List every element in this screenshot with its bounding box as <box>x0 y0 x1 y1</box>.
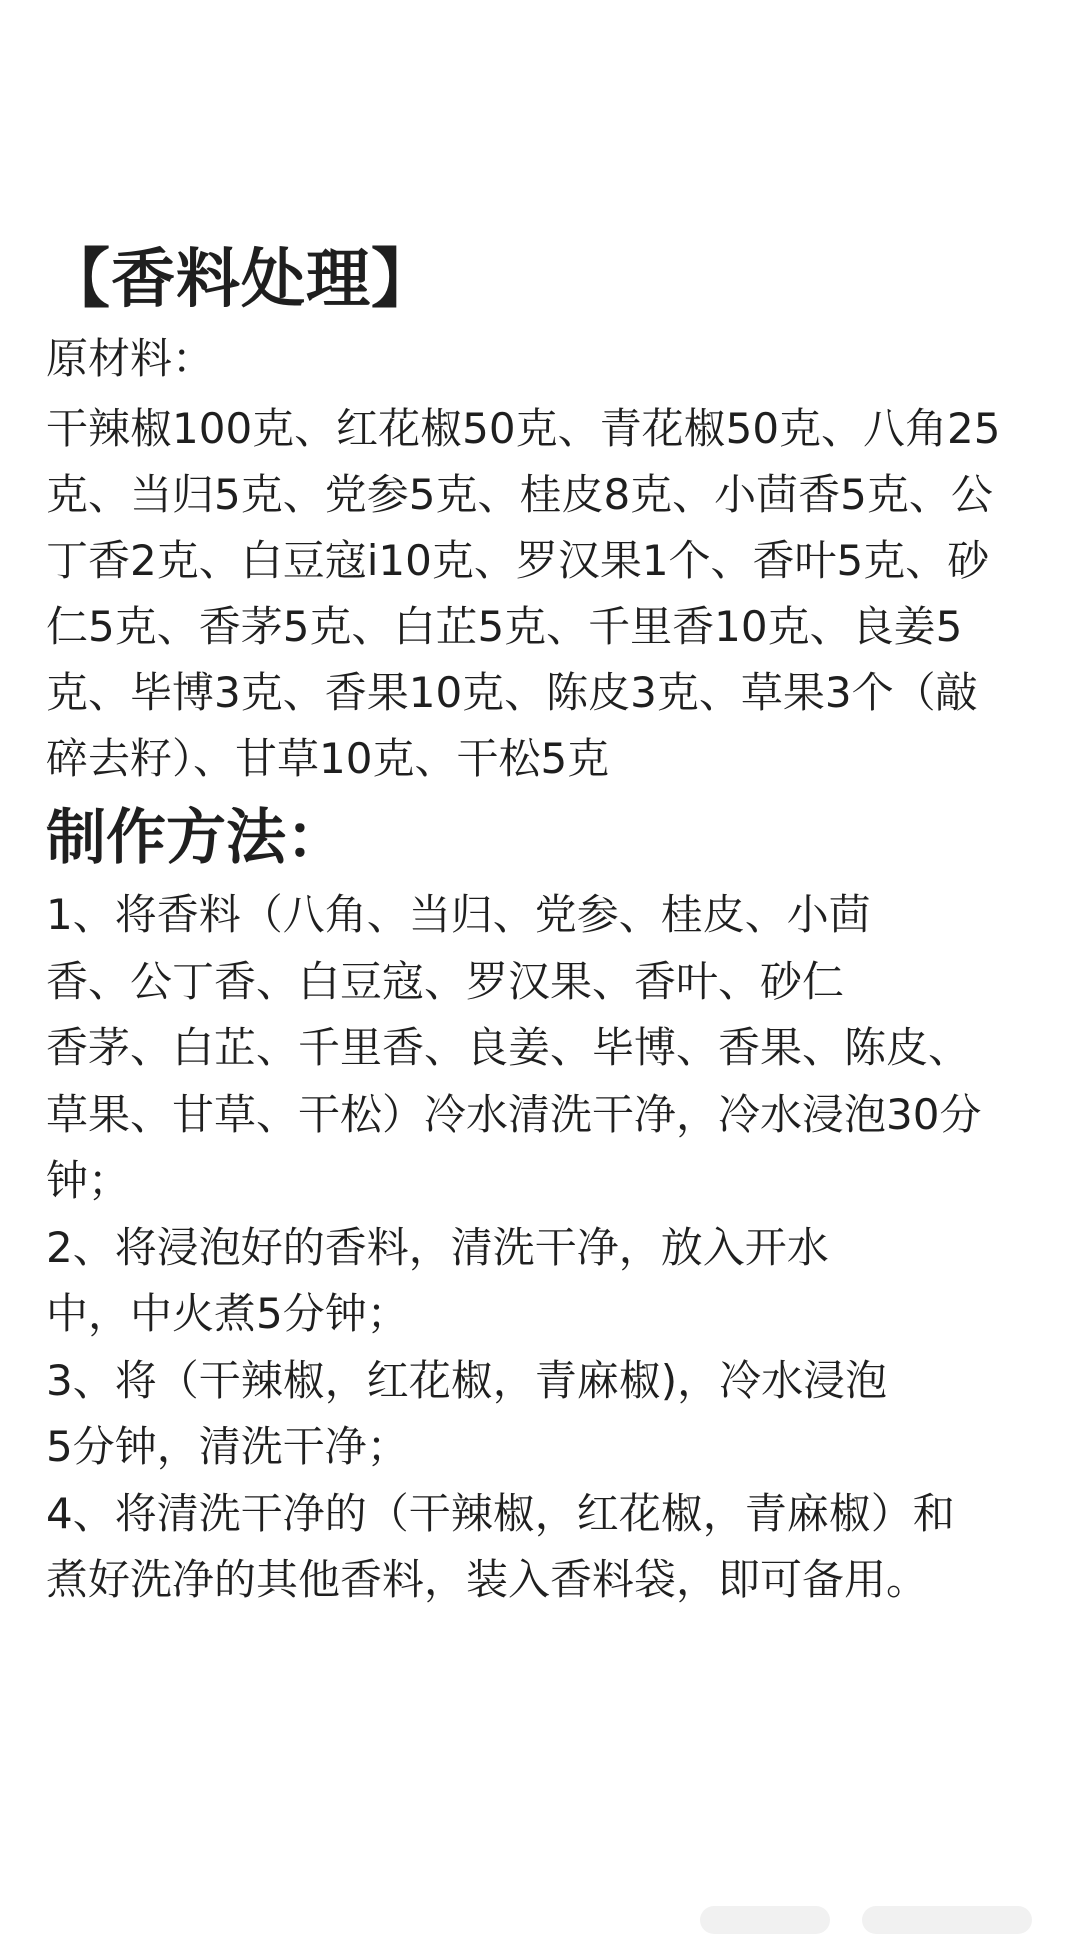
method-line: 草果、甘草、干松）冷水清洗干净，冷水浸泡30分 <box>46 1089 982 1139</box>
method-line: 4、将清洗干净的（干辣椒，红花椒，青麻椒）和 <box>46 1488 955 1538</box>
ingredients-line: 碎去籽）、甘草10克、干松5克 <box>46 734 610 783</box>
ingredients-line: 仁5克、香茅5克、白芷5克、千里香10克、良姜5 <box>46 602 963 651</box>
method-line: 香、公丁香、白豆寇、罗汉果、香叶、砂仁 <box>46 956 845 1006</box>
method-line: 2、将浸泡好的香料，清洗干净，放入开水 <box>46 1222 829 1272</box>
ingredients-line: 克、当归5克、党参5克、桂皮8克、小茴香5克、公 <box>46 470 993 519</box>
ingredients-label: 原材料： <box>46 334 215 383</box>
ingredients-list <box>46 396 1046 792</box>
ingredients-line: 丁香2克、白豆寇i10克、罗汉果1个、香叶5克、砂 <box>46 536 990 585</box>
method-line: 中，中火煮5分钟； <box>46 1289 409 1338</box>
page-title: 【香料处理】 <box>46 243 436 317</box>
method-steps <box>46 882 1046 1614</box>
method-line: 3、将（干辣椒，红花椒，青麻椒)，冷水浸泡 <box>46 1355 888 1405</box>
method-heading: 制作方法： <box>46 803 346 873</box>
ingredients-line: 干辣椒100克、红花椒50克、青花椒50克、八角25 <box>46 404 1001 453</box>
method-line: 1、将香料（八角、当归、党参、桂皮、小茴 <box>46 890 871 939</box>
method-line: 香茅、白芷、千里香、良姜、毕博、香果、陈皮、 <box>46 1023 971 1072</box>
method-line: 煮好洗净的其他香料，装入香料袋，即可备用。 <box>46 1555 929 1604</box>
method-line: 钟； <box>46 1156 131 1205</box>
bottom-bar-button[interactable] <box>700 1906 830 1934</box>
bottom-bar-button[interactable] <box>862 1906 1032 1934</box>
method-line: 5分钟，清洗干净； <box>46 1422 409 1471</box>
ingredients-line: 克、毕博3克、香果10克、陈皮3克、草果3个（敲 <box>46 668 978 717</box>
